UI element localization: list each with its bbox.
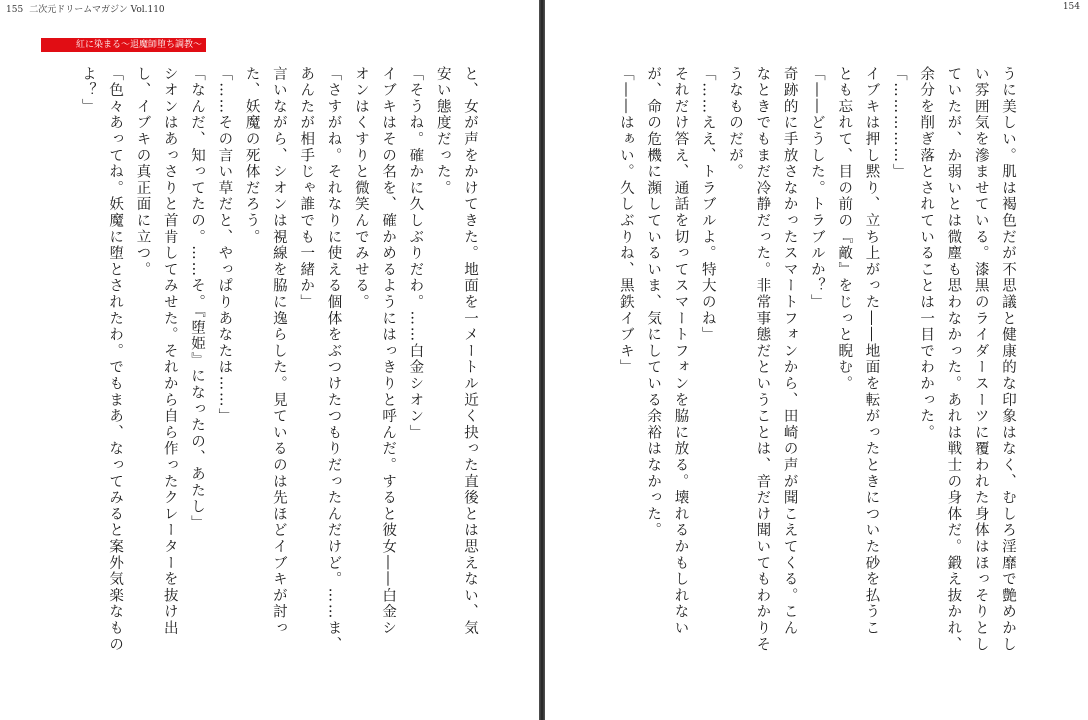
text-line: が、命の危機に瀕しているいま、気にしている余裕はなかった。: [645, 66, 662, 539]
text-line: それだけ答え、通話を切ってスマートフォンを脇に放る。壊れるかもしれない: [672, 66, 689, 637]
text-line: 「……その言い草だと、やっぱりあなたは……」: [216, 66, 233, 425]
text-line: オンはくすりと微笑んでみせる。: [352, 66, 369, 311]
left-page-number: 155: [6, 5, 24, 15]
chapter-banner: 紅に染まる～退魔師堕ち調教～: [41, 38, 206, 52]
text-line: 「なんだ、知ってたの。……そ。『堕姫』になったの、あたし」: [189, 66, 206, 532]
text-line: 安い態度だった。: [434, 66, 451, 197]
text-line: ていたが、か弱いとは微塵も思わなかった。あれは戦士の身体だ。鍛え抜かれ、: [945, 66, 962, 653]
text-line: 「……………」: [890, 66, 907, 181]
text-line: よ？」: [79, 66, 96, 115]
text-line: うに美しい。肌は褐色だが不思議と健康的な印象はなく、むしろ淫靡で艶めかし: [1000, 66, 1016, 653]
text-line: 言いながら、シオンは視線を脇に逸らした。見ているのは先ほどイブキが討っ: [270, 66, 287, 637]
magazine-title: 二次元ドリームマガジン Vol.110: [29, 5, 165, 15]
right-page-number: 154: [1062, 2, 1080, 12]
right-page-text: [601, 66, 1021, 706]
text-line: なときでもまだ冷静だった。非常事態だということは、音だけ聞いてもわかりそ: [754, 66, 771, 653]
text-line: 「……ええ、トラブルよ。特大のね」: [699, 66, 716, 344]
right-page: [545, 0, 1088, 720]
text-line: うなものだが。: [727, 66, 744, 181]
text-line: 「――はぁい。久しぶりね、黒鉄イブキ」: [617, 66, 634, 376]
left-page: [0, 0, 539, 720]
text-line: イブキは押し黙り、立ち上がった――地面を転がったときについた砂を払うこ: [863, 66, 880, 637]
text-line: あんたが相手じゃ誰でも一緒か」: [298, 66, 315, 311]
text-line: し、イブキの真正面に立つ。: [134, 66, 151, 278]
text-line: 余分を削ぎ落とされていることは一目でわかった。: [918, 66, 935, 441]
text-line: 「そうね。確かに久しぶりだわ。……白金シオン」: [407, 66, 424, 441]
left-page-text: [13, 66, 483, 706]
text-line: い雰囲気を滲ませている。漆黒のライダースーツに覆われた身体はほっそりとし: [972, 66, 989, 653]
text-line: とも忘れて、目の前の『敵』をじっと睨む。: [836, 66, 853, 392]
text-line: 「――どうした。トラブルか？」: [808, 66, 825, 311]
left-page-header: [6, 2, 165, 15]
text-line: と、女が声をかけてきた。地面を一メートル近く抉った直後とは思えない、気: [462, 66, 478, 637]
text-line: 「さすがね。それなりに使える個体をぶつけたつもりだったんだけど。……ま、: [325, 66, 342, 653]
text-line: シオンはあっさりと首肯してみせた。それから自ら作ったクレーターを抜け出: [161, 66, 178, 637]
text-line: 「色々あってね。妖魔に堕とされたわ。でもまあ、なってみると案外気楽なもの: [107, 66, 124, 653]
text-line: 奇跡的に手放さなかったスマートフォンから、田崎の声が聞こえてくる。こん: [781, 66, 798, 637]
right-page-header: [1063, 2, 1080, 12]
text-line: た、妖魔の死体だろう。: [243, 66, 260, 246]
text-line: イブキはその名を、確かめるようにはっきりと呼んだ。すると彼女――白金シ: [380, 66, 397, 637]
